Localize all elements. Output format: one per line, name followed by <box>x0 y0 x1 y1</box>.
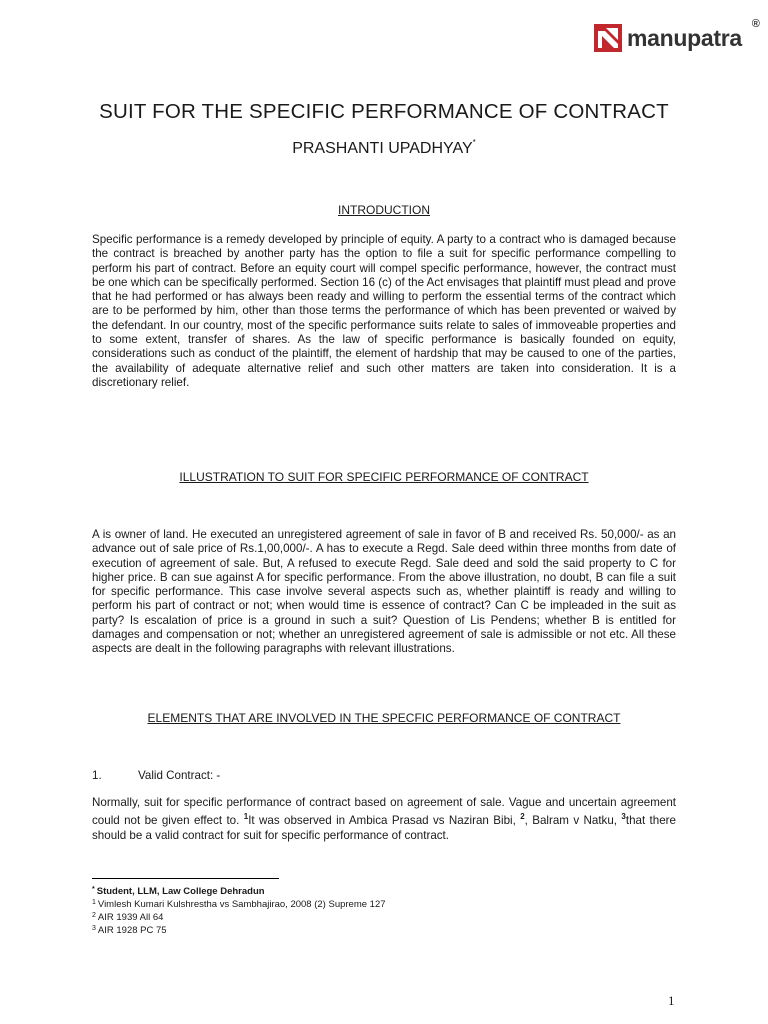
introduction-heading: INTRODUCTION <box>338 203 430 217</box>
list-item-label: Valid Contract: - <box>138 769 221 782</box>
document-title: SUIT FOR THE SPECIFIC PERFORMANCE OF CONTRACT <box>99 100 669 123</box>
author-footnote-marker: * <box>472 138 476 147</box>
footnote-marker: 3 <box>92 925 96 932</box>
list-item-number: 1. <box>92 769 102 782</box>
paragraph-text: that there should be a valid contract for suit for specific performance of contract. <box>92 814 676 842</box>
footnote-text: Student, LLM, Law College Dehradun <box>96 886 265 897</box>
paragraph-text: It was observed in Ambica Prasad vs Naziran Bibi, <box>248 814 521 828</box>
brand-name: manupatra <box>627 24 742 51</box>
footnote-marker: * <box>92 886 95 893</box>
author-line <box>0 138 768 158</box>
introduction-paragraph: Specific performance is a remedy developed by principle of equity. A party to a contract who is damaged because the contract is breached by another party has the option to file a suit for specific performance compelling to perform his part of contract. Before an equity court will compel specific performance, however, the contract must be one which can be specifically performed. Section 16 (c) of the Act envisages that plaintiff must plead and prove that he had performed or has always been ready and willing to perform the essential terms of the contract which are to be performed by him, other than those terms the performance of which has been prevented or waived by the defendant. In our country, most of the specific performance suits relate to sales of immoveable properties and to some extent, transfer of shares. As the law of specific performance is basically founded on equity, considerations such as conduct of the plaintiff, the element of hardship that may be caused to one of the parties, the availability of adequate alternative relief and such other matters are taken into consideration. It is a discretionary relief. <box>92 233 676 389</box>
footnote-marker: 1 <box>92 899 96 906</box>
list-item-valid-contract <box>92 769 220 782</box>
page-number: 1 <box>668 993 675 1008</box>
illustration-heading: ILLUSTRATION TO SUIT FOR SPECIFIC PERFORMANCE OF CONTRACT <box>179 470 589 484</box>
manupatra-logo <box>593 18 760 54</box>
footnote-marker: 2 <box>92 912 96 919</box>
elements-heading: ELEMENTS THAT ARE INVOLVED IN THE SPECFIC PERFORMANCE OF CONTRACT <box>147 711 621 725</box>
footnotes <box>92 884 386 936</box>
footnote-ref-3: 3 <box>621 812 626 822</box>
footnote-text: AIR 1939 All 64 <box>97 912 164 923</box>
illustration-paragraph: A is owner of land. He executed an unregistered agreement of sale in favor of B and received Rs. 50,000/- as an advance out of sale price of Rs.1,00,000/-. A has to execute a Regd. Sale deed within three months from date of execution of agreement of sale. But, A refused to execute Regd. Sale deed and sold the said property to C for higher price. B can sue against A for specific performance. From the above illustration, no doubt, B can file a suit for specific performance. This case involve several aspects such as, whether plaintiff is ready and willing to perform his part of contract or not; when would time is essence of contract? Can C be impleaded in the suit as party? Is escalation of price is a ground in such a suit? Question of Lis Pendens; whether B is entitled for damages and compensation or not; whether an unregistered agreement of sale is admissible or not etc. All these aspects are dealt in the following paragraphs with relevant illustrations. <box>92 528 676 656</box>
registered-mark: ® <box>751 18 760 30</box>
valid-contract-paragraph <box>92 796 676 843</box>
footnote-item <box>92 897 386 910</box>
footnote-text: AIR 1928 PC 75 <box>97 925 167 936</box>
footnote-ref-1: 1 <box>243 812 249 822</box>
paragraph-text: , Balram v Natku, <box>524 814 622 828</box>
footnote-ref-2: 2 <box>520 812 525 822</box>
manupatra-logo-mark-icon <box>593 23 623 53</box>
footnote-item <box>92 910 386 923</box>
footnote-item <box>92 884 386 897</box>
author-name: PRASHANTI UPADHYAY <box>292 140 473 157</box>
footnote-item <box>92 923 386 936</box>
paragraph-text: Normally, suit for specific performance of contract based on agreement of sale. Vague and uncertain agreement could not be given effect to. <box>92 796 676 828</box>
footnote-divider <box>92 878 279 879</box>
footnote-text: Vimlesh Kumari Kulshrestha vs Sambhajirao, 2008 (2) Supreme 127 <box>97 899 386 910</box>
